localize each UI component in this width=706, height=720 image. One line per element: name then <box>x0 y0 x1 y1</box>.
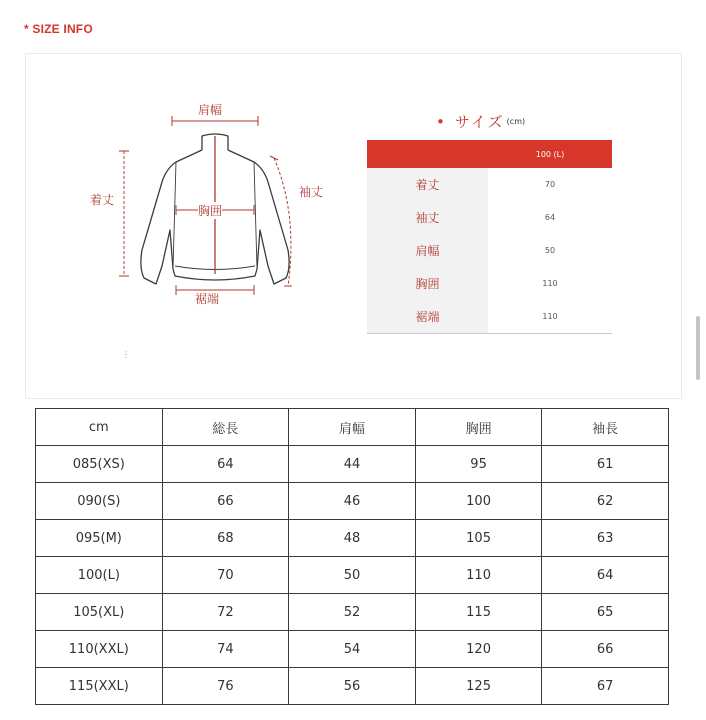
header-cell-chest: 胸囲 <box>415 409 542 446</box>
page-scrollbar[interactable] <box>696 316 700 380</box>
value-cell: 100 <box>415 483 542 520</box>
size-guide-panel <box>25 53 682 399</box>
mini-table-row <box>367 168 612 201</box>
size-cell: 100(L) <box>36 557 163 594</box>
sleeve-label: 袖丈 <box>299 185 324 199</box>
mini-header-blank <box>367 140 488 168</box>
mini-row-label: 裾端 <box>367 300 488 334</box>
size-cell: 095(M) <box>36 520 163 557</box>
table-row <box>36 668 669 705</box>
chest-label: 胸囲 <box>198 204 223 218</box>
value-cell: 56 <box>289 668 416 705</box>
table-row <box>36 557 669 594</box>
mini-header-size: 100 (L) <box>488 140 612 168</box>
size-cell: 110(XXL) <box>36 631 163 668</box>
size-cell: 115(XXL) <box>36 668 163 705</box>
mini-size-table <box>367 140 612 334</box>
value-cell: 120 <box>415 631 542 668</box>
value-cell: 110 <box>415 557 542 594</box>
mini-row-label: 着丈 <box>367 168 488 201</box>
value-cell: 125 <box>415 668 542 705</box>
hem-label: 裾端 <box>195 292 220 306</box>
value-cell: 52 <box>289 594 416 631</box>
value-cell: 64 <box>542 557 669 594</box>
value-cell: 48 <box>289 520 416 557</box>
mini-table-row <box>367 300 612 334</box>
length-label: 着丈 <box>90 193 115 207</box>
value-cell: 74 <box>162 631 289 668</box>
size-cell: 090(S) <box>36 483 163 520</box>
table-row <box>36 446 669 483</box>
size-cell: 105(XL) <box>36 594 163 631</box>
header-cell-cm: cm <box>36 409 163 446</box>
value-cell: 105 <box>415 520 542 557</box>
size-table <box>35 408 669 705</box>
title-text: サイズ <box>454 113 505 131</box>
value-cell: 62 <box>542 483 669 520</box>
mini-table-row <box>367 234 612 267</box>
value-cell: 65 <box>542 594 669 631</box>
mini-row-value: 110 <box>488 300 612 334</box>
table-row <box>36 483 669 520</box>
header-cell-sleeve: 袖長 <box>542 409 669 446</box>
mini-table-row <box>367 267 612 300</box>
mini-row-label: 袖丈 <box>367 201 488 234</box>
mini-row-value: 64 <box>544 213 556 222</box>
table-row <box>36 520 669 557</box>
mini-table-title <box>436 111 525 132</box>
value-cell: 66 <box>162 483 289 520</box>
header-cell-total-length: 総長 <box>162 409 289 446</box>
value-cell: 72 <box>162 594 289 631</box>
value-cell: 66 <box>542 631 669 668</box>
value-cell: 76 <box>162 668 289 705</box>
mini-row-value: 110 <box>542 279 558 288</box>
title-unit: (cm) <box>506 117 526 126</box>
value-cell: 50 <box>289 557 416 594</box>
value-cell: 95 <box>415 446 542 483</box>
value-cell: 68 <box>162 520 289 557</box>
shoulder-label: 肩幅 <box>198 103 223 117</box>
value-cell: 44 <box>289 446 416 483</box>
title-bullet: • <box>436 113 447 131</box>
mini-table-header <box>367 140 612 168</box>
table-row <box>36 631 669 668</box>
mini-row-label: 胸囲 <box>367 267 488 300</box>
value-cell: 61 <box>542 446 669 483</box>
mini-row-value: 70 <box>544 180 556 189</box>
mini-row-label: 肩幅 <box>367 234 488 267</box>
value-cell: 64 <box>162 446 289 483</box>
mini-table-row <box>367 201 612 234</box>
decorative-dot: ⋮ <box>122 350 130 359</box>
size-info-title: * SIZE INFO <box>24 22 93 36</box>
value-cell: 46 <box>289 483 416 520</box>
value-cell: 54 <box>289 631 416 668</box>
value-cell: 70 <box>162 557 289 594</box>
header-cell-shoulder: 肩幅 <box>289 409 416 446</box>
value-cell: 63 <box>542 520 669 557</box>
size-cell: 085(XS) <box>36 446 163 483</box>
size-table-header <box>36 409 669 446</box>
value-cell: 67 <box>542 668 669 705</box>
table-row <box>36 594 669 631</box>
jacket-diagram <box>26 54 356 398</box>
value-cell: 115 <box>415 594 542 631</box>
mini-row-value: 50 <box>544 246 556 255</box>
